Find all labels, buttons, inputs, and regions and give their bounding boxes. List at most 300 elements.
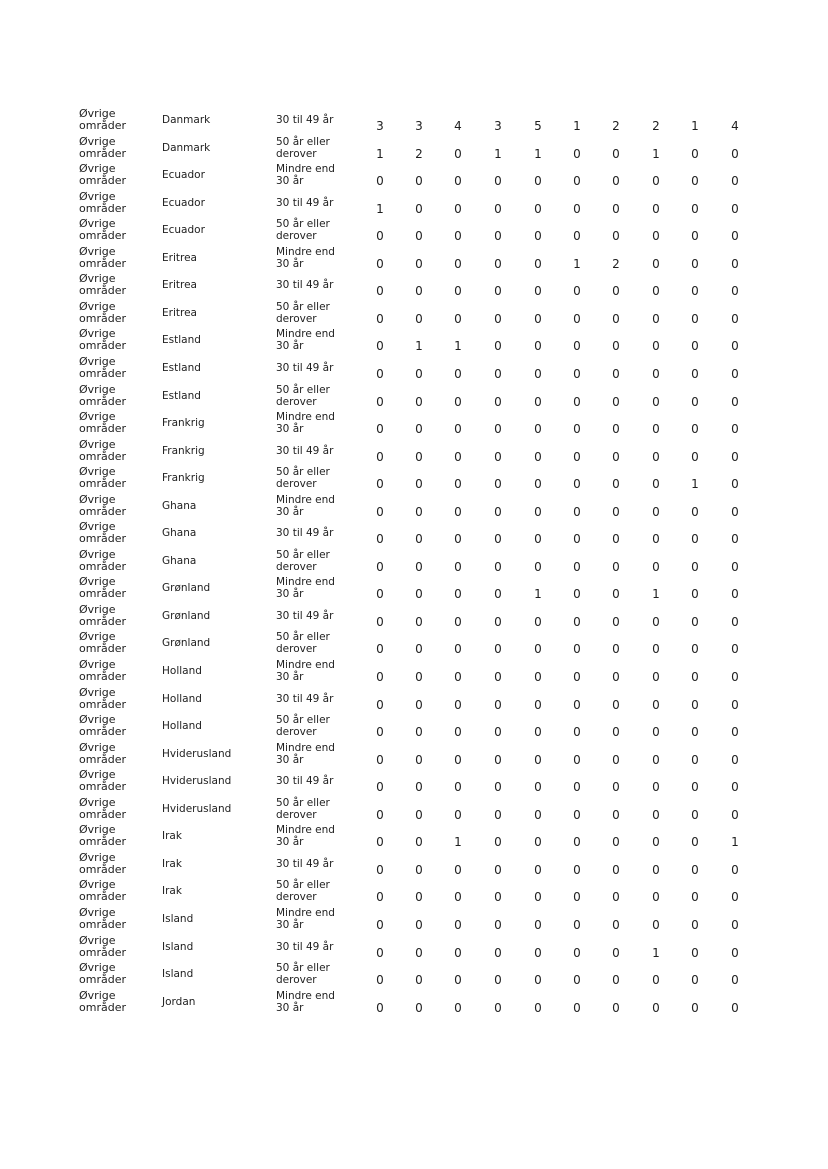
value-cell: 0 [494, 642, 502, 657]
value-cell: 0 [376, 394, 384, 409]
value-cell: 0 [573, 504, 581, 519]
region-cell: Øvrige områder [79, 244, 126, 270]
age-group-cell: 30 til 49 år [276, 196, 334, 209]
value-cell: 0 [534, 917, 542, 932]
region-cell: Øvrige områder [79, 134, 126, 160]
value-cell: 0 [376, 339, 384, 354]
value-cell: 0 [415, 945, 423, 960]
region-cell: Øvrige områder [79, 740, 126, 766]
value-cell: 0 [731, 587, 739, 602]
value-cell: 0 [731, 284, 739, 299]
value-cell: 2 [415, 146, 423, 161]
value-cell: 0 [612, 559, 620, 574]
country-cell: Estland [162, 361, 201, 374]
value-cell: 0 [454, 725, 462, 740]
value-cell: 0 [534, 725, 542, 740]
value-cell: 0 [573, 229, 581, 244]
age-group-cell: Mindre end 30 år [276, 906, 335, 931]
value-cell: 0 [652, 174, 660, 189]
value-cell: 0 [573, 917, 581, 932]
value-cell: 0 [376, 642, 384, 657]
value-cell: 0 [731, 339, 739, 354]
value-cell: 0 [573, 477, 581, 492]
age-group-cell: Mindre end 30 år [276, 245, 335, 270]
country-cell: Grønland [162, 582, 211, 595]
value-cell: 0 [376, 973, 384, 988]
value-cell: 0 [573, 780, 581, 795]
value-cell: 0 [454, 614, 462, 629]
value-cell: 0 [573, 339, 581, 354]
country-cell: Jordan [162, 995, 196, 1008]
region-cell: Øvrige områder [79, 162, 126, 188]
region-cell: Øvrige områder [79, 630, 126, 656]
region-cell: Øvrige områder [79, 905, 126, 931]
value-cell: 0 [573, 725, 581, 740]
value-cell: 0 [691, 256, 699, 271]
value-cell: 0 [731, 311, 739, 326]
value-cell: 0 [652, 973, 660, 988]
value-cell: 0 [731, 752, 739, 767]
region-cell: Øvrige områder [79, 492, 126, 518]
value-cell: 0 [534, 339, 542, 354]
country-cell: Estland [162, 334, 201, 347]
value-cell: 0 [494, 725, 502, 740]
region-cell: Øvrige områder [79, 547, 126, 573]
value-cell: 0 [454, 587, 462, 602]
value-cell: 0 [573, 146, 581, 161]
country-cell: Eritrea [162, 251, 197, 264]
value-cell: 0 [494, 670, 502, 684]
value-cell: 0 [612, 587, 620, 602]
value-cell: 0 [376, 256, 384, 271]
value-cell: 0 [573, 862, 581, 877]
country-cell: Holland [162, 692, 202, 705]
region-cell: Øvrige områder [79, 850, 126, 876]
value-cell: 0 [573, 1000, 581, 1015]
value-cell: 0 [534, 422, 542, 437]
value-cell: 0 [612, 614, 620, 629]
age-group-cell: 50 år eller derover [276, 135, 330, 160]
value-cell: 0 [652, 725, 660, 740]
value-cell: 0 [494, 229, 502, 244]
value-cell: 0 [454, 256, 462, 271]
value-cell: 0 [415, 366, 423, 381]
region-cell: Øvrige områder [79, 327, 126, 353]
value-cell: 0 [573, 973, 581, 988]
country-cell: Ghana [162, 499, 197, 512]
value-cell: 0 [652, 890, 660, 905]
table-row [0, 108, 828, 135]
value-cell: 0 [731, 229, 739, 244]
value-cell: 0 [534, 311, 542, 326]
value-cell: 0 [691, 725, 699, 740]
age-group-cell: 50 år eller derover [276, 796, 330, 821]
value-cell: 0 [731, 532, 739, 547]
country-cell: Hviderusland [162, 747, 232, 760]
value-cell: 1 [454, 339, 462, 354]
value-cell: 1 [454, 835, 462, 850]
value-cell: 0 [415, 890, 423, 905]
value-cell: 0 [415, 504, 423, 519]
value-cell: 0 [534, 477, 542, 492]
value-cell: 0 [415, 835, 423, 850]
value-cell: 0 [534, 201, 542, 216]
value-cell: 0 [376, 807, 384, 822]
value-cell: 0 [494, 780, 502, 795]
value-cell: 0 [612, 311, 620, 326]
region-cell: Øvrige områder [79, 465, 126, 491]
value-cell: 0 [612, 422, 620, 437]
value-cell: 0 [415, 780, 423, 795]
age-group-cell: 50 år eller derover [276, 879, 330, 904]
value-cell: 0 [415, 477, 423, 492]
table-row [0, 439, 828, 466]
value-cell: 0 [454, 394, 462, 409]
table-row [0, 990, 828, 1017]
value-cell: 0 [534, 670, 542, 684]
value-cell: 0 [652, 504, 660, 519]
value-cell: 0 [376, 725, 384, 740]
value-cell: 0 [494, 614, 502, 629]
country-cell: Irak [162, 830, 182, 843]
country-cell: Ghana [162, 554, 197, 567]
value-cell: 3 [376, 119, 384, 133]
country-cell: Ecuador [162, 224, 205, 237]
value-cell: 0 [691, 1000, 699, 1015]
value-cell: 0 [494, 394, 502, 409]
value-cell: 0 [494, 256, 502, 271]
value-cell: 0 [612, 725, 620, 740]
value-cell: 0 [573, 614, 581, 629]
country-cell: Hviderusland [162, 775, 232, 788]
value-cell: 0 [612, 477, 620, 492]
value-cell: 0 [534, 697, 542, 712]
value-cell: 0 [376, 697, 384, 712]
value-cell: 1 [691, 119, 699, 133]
value-cell: 0 [415, 917, 423, 932]
value-cell: 0 [454, 532, 462, 547]
value-cell: 0 [415, 449, 423, 464]
region-cell: Øvrige områder [79, 768, 126, 794]
value-cell: 0 [494, 504, 502, 519]
value-cell: 0 [454, 642, 462, 657]
value-cell: 0 [731, 807, 739, 822]
age-group-cell: Mindre end 30 år [276, 493, 335, 518]
country-cell: Danmark [162, 114, 211, 126]
value-cell: 0 [612, 752, 620, 767]
table-row [0, 935, 828, 962]
value-cell: 1 [415, 339, 423, 354]
value-cell: 0 [494, 559, 502, 574]
value-cell: 0 [612, 670, 620, 684]
table-row [0, 384, 828, 411]
country-cell: Irak [162, 885, 182, 898]
country-cell: Ecuador [162, 169, 205, 182]
table-row [0, 549, 828, 576]
value-cell: 0 [612, 394, 620, 409]
value-cell: 0 [573, 284, 581, 299]
value-cell: 0 [454, 752, 462, 767]
age-group-cell: 50 år eller derover [276, 714, 330, 739]
value-cell: 0 [494, 174, 502, 189]
value-cell: 0 [454, 422, 462, 437]
value-cell: 0 [376, 174, 384, 189]
value-cell: 0 [731, 449, 739, 464]
value-cell: 0 [691, 642, 699, 657]
value-cell: 0 [415, 1000, 423, 1015]
value-cell: 0 [731, 642, 739, 657]
country-cell: Grønland [162, 609, 211, 622]
value-cell: 0 [376, 559, 384, 574]
value-cell: 0 [494, 587, 502, 602]
value-cell: 0 [612, 642, 620, 657]
value-cell: 0 [573, 532, 581, 547]
value-cell: 2 [612, 256, 620, 271]
table-row [0, 797, 828, 824]
value-cell: 1 [691, 477, 699, 492]
value-cell: 0 [376, 587, 384, 602]
country-cell: Irak [162, 857, 182, 870]
country-cell: Grønland [162, 637, 211, 650]
table-row [0, 604, 828, 631]
region-cell: Øvrige områder [79, 795, 126, 821]
region-cell: Øvrige områder [79, 933, 126, 959]
value-cell: 0 [494, 366, 502, 381]
age-group-cell: 50 år eller derover [276, 383, 330, 408]
value-cell: 0 [691, 752, 699, 767]
value-cell: 0 [652, 559, 660, 574]
value-cell: 0 [731, 973, 739, 988]
value-cell: 0 [691, 284, 699, 299]
value-cell: 0 [376, 477, 384, 492]
table-row [0, 521, 828, 548]
value-cell: 0 [573, 422, 581, 437]
value-cell: 1 [376, 201, 384, 216]
value-cell: 0 [454, 945, 462, 960]
value-cell: 0 [415, 807, 423, 822]
value-cell: 0 [731, 890, 739, 905]
value-cell: 0 [731, 1000, 739, 1015]
country-cell: Island [162, 912, 194, 925]
value-cell: 0 [376, 917, 384, 932]
value-cell: 0 [573, 449, 581, 464]
value-cell: 0 [612, 366, 620, 381]
age-group-cell: 30 til 49 år [276, 444, 334, 457]
table-row [0, 163, 828, 190]
value-cell: 0 [731, 366, 739, 381]
value-cell: 0 [573, 945, 581, 960]
value-cell: 0 [652, 339, 660, 354]
age-group-cell: Mindre end 30 år [276, 824, 335, 849]
country-cell: Frankrig [162, 472, 205, 485]
value-cell: 0 [494, 917, 502, 932]
age-group-cell: 30 til 49 år [276, 361, 334, 374]
value-cell: 0 [652, 532, 660, 547]
value-cell: 0 [691, 504, 699, 519]
value-cell: 0 [691, 394, 699, 409]
value-cell: 0 [376, 614, 384, 629]
value-cell: 0 [652, 311, 660, 326]
region-cell: Øvrige områder [79, 217, 126, 243]
table-row [0, 687, 828, 714]
value-cell: 0 [573, 890, 581, 905]
age-group-cell: 30 til 49 år [276, 692, 334, 705]
value-cell: 0 [534, 835, 542, 850]
table-row [0, 246, 828, 273]
region-cell: Øvrige områder [79, 520, 126, 546]
table-row [0, 466, 828, 493]
value-cell: 0 [454, 477, 462, 492]
value-cell: 0 [534, 780, 542, 795]
country-cell: Ecuador [162, 196, 205, 209]
value-cell: 0 [731, 201, 739, 216]
region-cell: Øvrige områder [79, 107, 126, 132]
value-cell: 0 [573, 670, 581, 684]
value-cell: 0 [691, 614, 699, 629]
value-cell: 1 [534, 587, 542, 602]
value-cell: 0 [534, 229, 542, 244]
value-cell: 0 [731, 422, 739, 437]
value-cell: 0 [534, 752, 542, 767]
table-row [0, 962, 828, 989]
country-cell: Hviderusland [162, 802, 232, 815]
value-cell: 0 [691, 807, 699, 822]
value-cell: 0 [573, 201, 581, 216]
value-cell: 0 [612, 532, 620, 547]
value-cell: 2 [652, 119, 660, 133]
region-cell: Øvrige områder [79, 878, 126, 904]
value-cell: 0 [652, 201, 660, 216]
value-cell: 0 [691, 835, 699, 850]
region-cell: Øvrige områder [79, 685, 126, 711]
value-cell: 0 [454, 146, 462, 161]
value-cell: 0 [612, 973, 620, 988]
value-cell: 0 [573, 174, 581, 189]
value-cell: 0 [534, 862, 542, 877]
age-group-cell: 50 år eller derover [276, 548, 330, 573]
value-cell: 0 [415, 642, 423, 657]
value-cell: 0 [612, 146, 620, 161]
value-cell: 0 [415, 725, 423, 740]
table-row [0, 356, 828, 383]
value-cell: 0 [534, 890, 542, 905]
value-cell: 0 [494, 697, 502, 712]
value-cell: 0 [731, 780, 739, 795]
value-cell: 0 [376, 862, 384, 877]
value-cell: 0 [534, 449, 542, 464]
age-group-cell: 50 år eller derover [276, 631, 330, 656]
value-cell: 0 [612, 807, 620, 822]
value-cell: 0 [454, 366, 462, 381]
value-cell: 0 [454, 973, 462, 988]
age-group-cell: Mindre end 30 år [276, 163, 335, 188]
country-cell: Danmark [162, 141, 211, 154]
value-cell: 0 [691, 532, 699, 547]
table-row [0, 273, 828, 300]
age-group-cell: Mindre end 30 år [276, 659, 335, 683]
age-group-cell: 50 år eller derover [276, 300, 330, 325]
value-cell: 0 [652, 1000, 660, 1015]
age-group-cell: 30 til 49 år [276, 527, 334, 540]
table-row [0, 879, 828, 906]
value-cell: 0 [376, 284, 384, 299]
value-cell: 0 [415, 697, 423, 712]
table-row [0, 824, 828, 851]
value-cell: 0 [376, 752, 384, 767]
value-cell: 0 [376, 449, 384, 464]
country-cell: Island [162, 940, 194, 953]
value-cell: 0 [573, 752, 581, 767]
value-cell: 0 [494, 835, 502, 850]
value-cell: 0 [612, 862, 620, 877]
value-cell: 0 [376, 532, 384, 547]
value-cell: 1 [573, 119, 581, 133]
value-cell: 0 [415, 587, 423, 602]
country-cell: Frankrig [162, 417, 205, 430]
value-cell: 0 [612, 449, 620, 464]
table-row [0, 659, 828, 686]
value-cell: 0 [612, 201, 620, 216]
value-cell: 3 [415, 119, 423, 133]
country-cell: Ghana [162, 527, 197, 540]
value-cell: 0 [494, 422, 502, 437]
value-cell: 0 [415, 256, 423, 271]
value-cell: 3 [494, 119, 502, 133]
value-cell: 0 [731, 559, 739, 574]
region-cell: Øvrige områder [79, 382, 126, 408]
country-cell: Holland [162, 720, 202, 733]
table-row [0, 769, 828, 796]
value-cell: 0 [652, 752, 660, 767]
value-cell: 0 [454, 670, 462, 684]
region-cell: Øvrige områder [79, 988, 126, 1014]
value-cell: 0 [376, 670, 384, 684]
value-cell: 1 [573, 256, 581, 271]
table-row [0, 218, 828, 245]
value-cell: 0 [454, 697, 462, 712]
value-cell: 0 [534, 945, 542, 960]
table-row [0, 631, 828, 658]
value-cell: 1 [494, 146, 502, 161]
value-cell: 0 [612, 339, 620, 354]
value-cell: 0 [573, 311, 581, 326]
value-cell: 0 [691, 862, 699, 877]
value-cell: 0 [454, 559, 462, 574]
value-cell: 5 [534, 119, 542, 133]
value-cell: 0 [534, 394, 542, 409]
value-cell: 0 [691, 945, 699, 960]
value-cell: 0 [691, 422, 699, 437]
value-cell: 0 [691, 229, 699, 244]
value-cell: 0 [691, 366, 699, 381]
value-cell: 0 [652, 229, 660, 244]
value-cell: 0 [691, 449, 699, 464]
region-cell: Øvrige områder [79, 961, 126, 987]
value-cell: 0 [534, 973, 542, 988]
value-cell: 0 [612, 917, 620, 932]
value-cell: 0 [454, 890, 462, 905]
value-cell: 0 [731, 670, 739, 684]
value-cell: 0 [494, 339, 502, 354]
region-cell: Øvrige områder [79, 410, 126, 436]
value-cell: 0 [454, 1000, 462, 1015]
value-cell: 0 [691, 174, 699, 189]
value-cell: 0 [691, 973, 699, 988]
value-cell: 0 [612, 835, 620, 850]
table-row [0, 411, 828, 438]
table-row [0, 191, 828, 218]
value-cell: 0 [652, 477, 660, 492]
